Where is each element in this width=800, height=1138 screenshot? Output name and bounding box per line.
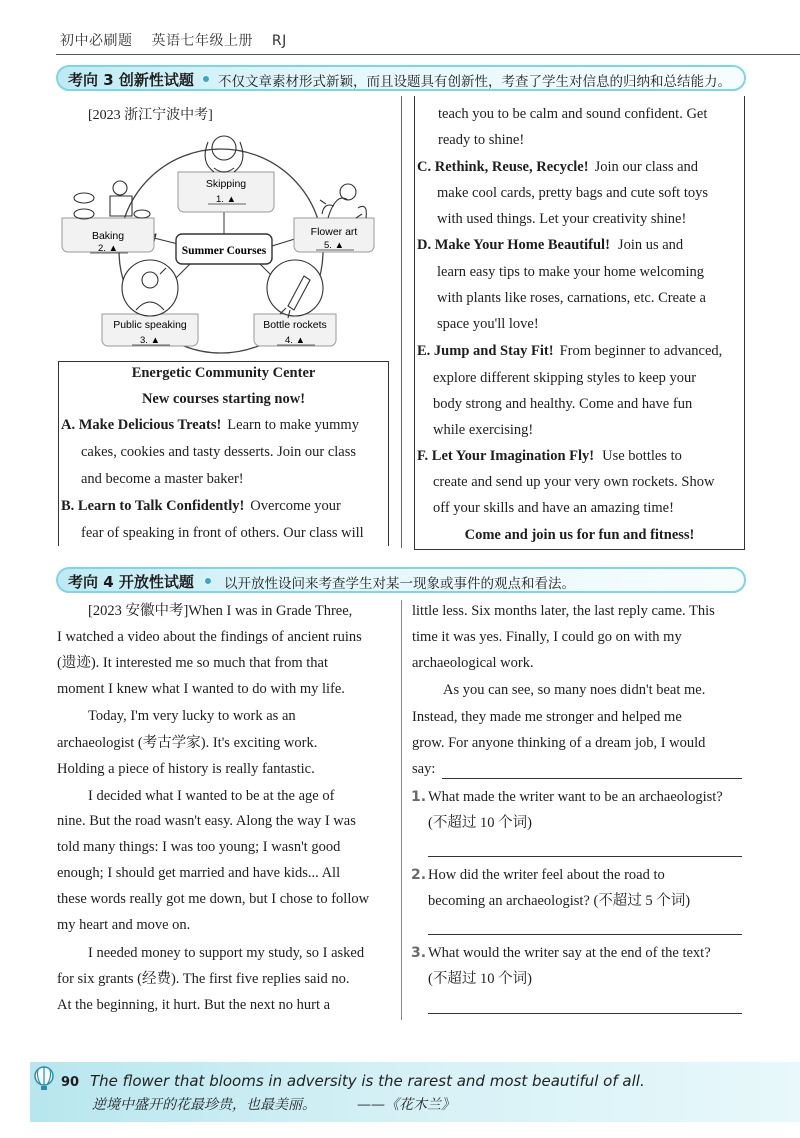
course-b-text: Overcome your xyxy=(250,498,341,514)
citation-2023-ningbo: [2023 浙江宁波中考] xyxy=(88,108,213,123)
course-c-line3: with used things. Let your creativity shine! xyxy=(437,211,687,227)
passage-line: At the beginning, it hurt. But the next no hurt a xyxy=(57,997,331,1013)
footer-quote-source: ——《花木兰》 xyxy=(357,1097,455,1113)
course-a-line3: and become a master baker! xyxy=(81,471,244,487)
passage-line: [2023 安徽中考]When I was in Grade Three, xyxy=(88,603,353,619)
course-f-text: Use bottles to xyxy=(602,448,682,464)
course-d-line1 xyxy=(417,232,683,259)
course-d-text: Join us and xyxy=(617,237,684,253)
passage-line: grow. For anyone thinking of a dream job, I would xyxy=(412,735,706,751)
flower-art-icon xyxy=(320,184,366,218)
passage-line: (遗迹). It interested me so much that from that xyxy=(57,655,328,671)
header-rule xyxy=(56,54,800,55)
node-label-skipping: Skipping xyxy=(205,178,247,190)
passage-line: for six grants (经费). The first five replies said no. xyxy=(57,971,350,987)
course-b-line1 xyxy=(61,493,341,520)
course-c-heading: C. Rethink, Reuse, Recycle! xyxy=(417,159,589,175)
passage-line: time it was yes. Finally, I could go on with my xyxy=(412,629,682,645)
passage-line: archaeological work. xyxy=(412,655,534,671)
course-d-line4: space you'll love! xyxy=(437,316,539,332)
node-label-baking: Baking xyxy=(91,230,125,242)
node-blank-1: 1. ▲ xyxy=(216,194,236,205)
q3-text: What would the writer say at the end of the text? xyxy=(428,945,711,961)
course-c-line1 xyxy=(417,154,698,181)
node-label-public-speaking: Public speaking xyxy=(113,319,187,331)
speaker-icon xyxy=(122,260,178,316)
running-header xyxy=(60,30,301,50)
column-divider xyxy=(401,96,402,548)
node-blank-5: 5. ▲ xyxy=(324,240,344,251)
rocket-icon xyxy=(267,260,323,318)
node-label-bottle-rockets: Bottle rockets xyxy=(263,319,327,331)
passage-line: these words really got me down, but I chose to follow xyxy=(57,891,370,907)
node-label-flower-art: Flower art xyxy=(310,226,358,238)
q1-number: 1. xyxy=(411,789,427,805)
course-e-line4: while exercising! xyxy=(433,422,534,438)
course-c-line2: make cool cards, pretty bags and cute soft toys xyxy=(437,185,708,201)
passage-line: little less. Six months later, the last reply came. This xyxy=(412,603,715,619)
baker-icon xyxy=(74,181,150,219)
passage-line: enough; I should get married and have kids... All xyxy=(57,865,341,881)
q1-text: What made the writer want to be an archaeologist? xyxy=(428,789,723,805)
course-e-line2: explore different skipping styles to keep your xyxy=(433,370,697,386)
balloon-icon xyxy=(32,1066,56,1092)
course-c-text: Join our class and xyxy=(594,159,699,175)
course-e-line1 xyxy=(417,338,722,365)
subject-title: 英语七年级上册 xyxy=(151,33,253,49)
course-e-text: From beginner to advanced, xyxy=(559,343,723,359)
course-b-line3: teach you to be calm and sound confident. Get xyxy=(438,106,708,122)
q2-number: 2. xyxy=(411,867,427,883)
edition-label: RJ xyxy=(271,33,287,49)
passage-line: I watched a video about the findings of ancient ruins xyxy=(57,629,362,645)
ad-closing: Come and join us for fun and fitness! xyxy=(464,527,695,543)
passage-line: archaeologist (考古学家). It's exciting work. xyxy=(57,735,318,751)
passage-line: told many things: I was too young; I wasn't good xyxy=(57,839,341,855)
center-label: Summer Courses xyxy=(181,245,267,257)
section3-desc: 不仅文章素材形式新颖，而且设题具有创新性，考查了学生对信息的归纳和总结能力。 xyxy=(218,74,731,90)
q2-hint: becoming an archaeologist? (不超过 5 个词) xyxy=(428,893,691,909)
section3-tag: 考向 3 创新性试题 xyxy=(68,71,194,89)
course-f-line2: create and send up your very own rockets. Show xyxy=(433,474,715,490)
course-e-line3: body strong and healthy. Come and have fun xyxy=(433,396,693,412)
course-d-heading: D. Make Your Home Beautiful! xyxy=(417,237,610,253)
book-title: 初中必刷题 xyxy=(60,33,133,49)
course-a-line2: cakes, cookies and tasty desserts. Join our class xyxy=(81,444,357,460)
section4-desc: 以开放性设问来考查学生对某一现象或事件的观点和看法。 xyxy=(224,576,575,592)
course-a-line1 xyxy=(61,412,359,439)
course-a-text: Learn to make yummy xyxy=(227,417,359,433)
footer-quote-cn: 逆境中盛开的花最珍贵，也最美丽。 xyxy=(92,1097,316,1113)
q2-text: How did the writer feel about the road to xyxy=(428,867,665,883)
q3-number: 3. xyxy=(411,945,427,961)
course-a-heading: A. Make Delicious Treats! xyxy=(61,417,222,433)
passage-line: As you can see, so many noes didn't beat me. xyxy=(443,682,706,698)
passage-line: moment I knew what I wanted to do with my life. xyxy=(57,681,345,697)
footer-quote: The flower that blooms in adversity is the rarest and most beautiful of all. xyxy=(90,1072,645,1090)
q3-hint: (不超过 10 个词) xyxy=(428,971,532,987)
section4-tag: 考向 4 开放性试题 xyxy=(68,573,194,591)
answer-line-q2[interactable] xyxy=(428,934,742,935)
course-d-line3: with plants like roses, carnations, etc. Create a xyxy=(437,290,706,306)
summer-courses-diagram xyxy=(58,96,398,358)
passage-line: I needed money to support my study, so I asked xyxy=(88,945,365,961)
section3-bar xyxy=(56,65,746,91)
bullet-dot-icon xyxy=(201,74,211,84)
course-b-line4: ready to shine! xyxy=(438,132,525,148)
answer-line-q1[interactable] xyxy=(428,856,742,857)
column-divider xyxy=(401,600,402,1020)
course-f-line1 xyxy=(417,443,682,470)
passage-line: my heart and move on. xyxy=(57,917,191,933)
passage-line: Holding a piece of history is really fantastic. xyxy=(57,761,315,777)
ad-subtitle: New courses starting now! xyxy=(141,391,306,407)
course-f-line3: off your skills and have an amazing time! xyxy=(433,500,674,516)
ad-title: Energetic Community Center xyxy=(131,365,316,381)
answer-line-say[interactable] xyxy=(442,778,742,779)
section4-bar xyxy=(56,567,746,593)
bullet-dot-icon xyxy=(203,576,213,586)
course-f-heading: F. Let Your Imagination Fly! xyxy=(417,448,595,464)
node-blank-2: 2. ▲ xyxy=(98,243,118,254)
passage-line: say: xyxy=(412,761,436,777)
q1-hint: (不超过 10 个词) xyxy=(428,815,532,831)
course-d-line2: learn easy tips to make your home welcoming xyxy=(437,264,704,280)
passage-line: Instead, they made me stronger and helped me xyxy=(412,709,682,725)
course-e-heading: E. Jump and Stay Fit! xyxy=(417,343,554,359)
answer-line-q3[interactable] xyxy=(428,1013,742,1014)
passage-line: nine. But the road wasn't easy. Along the way I was xyxy=(57,813,356,829)
passage-line: I decided what I wanted to be at the age of xyxy=(88,788,335,804)
node-blank-4: 4. ▲ xyxy=(285,335,305,346)
passage-line: Today, I'm very lucky to work as an xyxy=(88,708,296,724)
course-b-heading: B. Learn to Talk Confidently! xyxy=(61,498,245,514)
node-blank-3: 3. ▲ xyxy=(140,335,160,346)
skipping-figure-icon xyxy=(205,136,243,172)
course-b-line2: fear of speaking in front of others. Our class will xyxy=(81,525,364,541)
page-number: 90 xyxy=(61,1075,80,1090)
